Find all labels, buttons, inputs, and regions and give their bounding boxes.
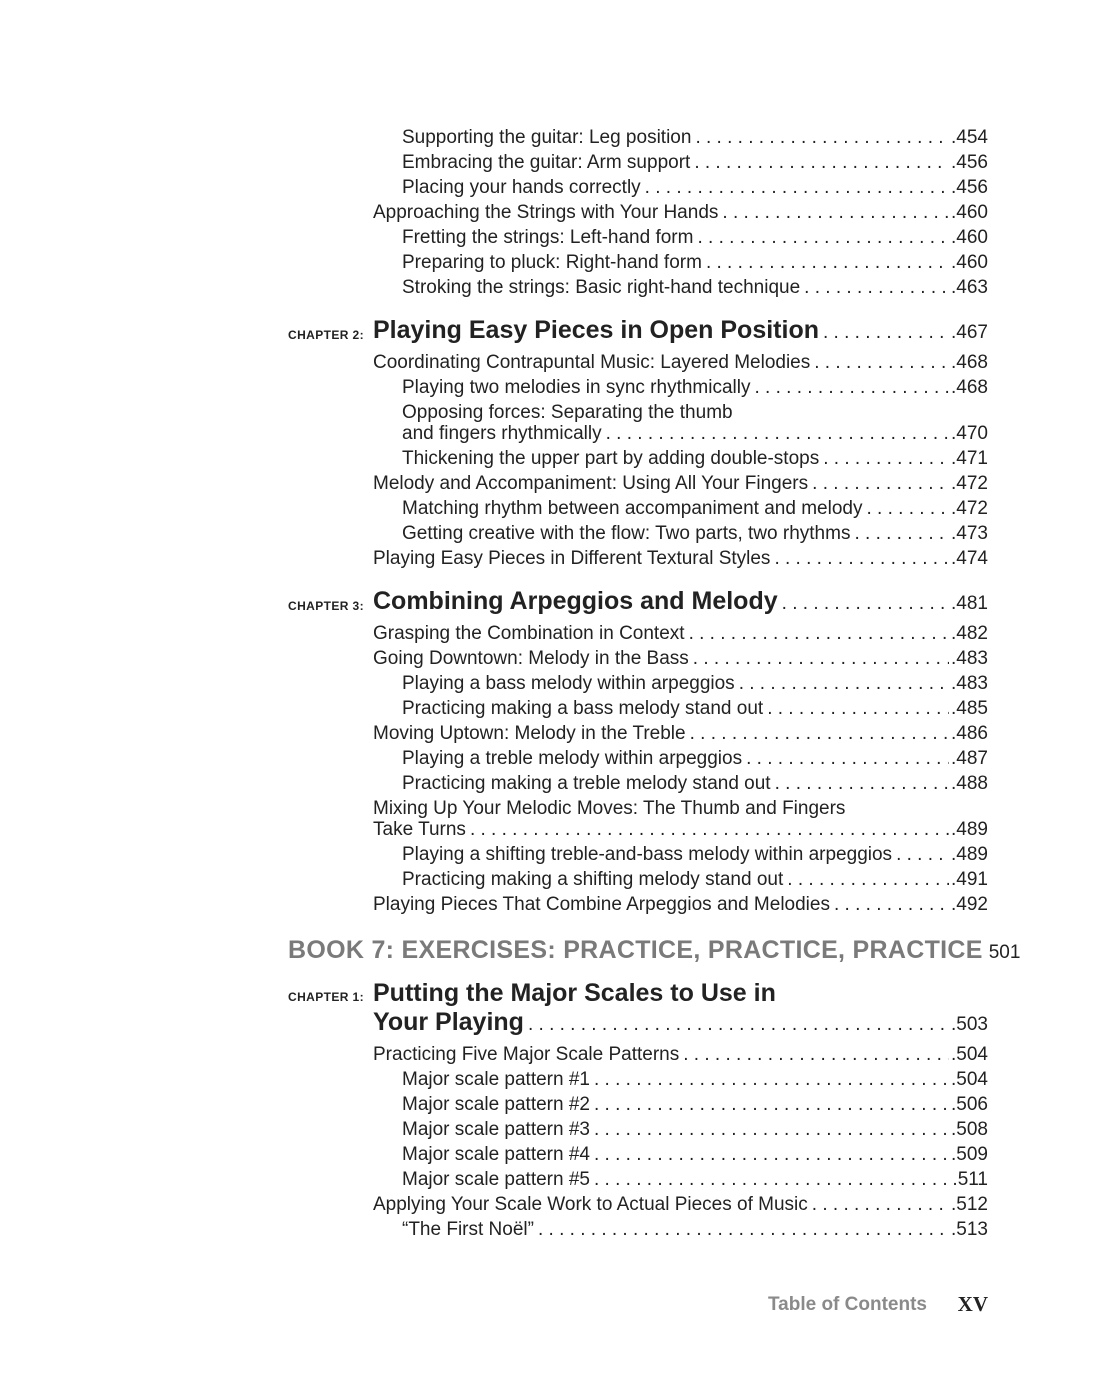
toc-entry[interactable]: Applying Your Scale Work to Actual Pieces of Music . . . .512 bbox=[373, 1192, 988, 1217]
toc-entry[interactable]: Major scale pattern #3 . . . .508 bbox=[402, 1117, 988, 1142]
toc-entry[interactable]: Major scale pattern #1 . . . .504 bbox=[402, 1067, 988, 1092]
toc-entry[interactable]: Practicing Five Major Scale Patterns . . . .504 bbox=[373, 1042, 988, 1067]
chapter-label: CHAPTER 2: bbox=[288, 328, 365, 342]
chapter-heading-first-line[interactable]: Putting the Major Scales to Use in bbox=[373, 979, 776, 1007]
toc-entry[interactable]: Practicing making a shifting melody stand out . . . .491 bbox=[402, 867, 988, 892]
toc-entry[interactable]: Take Turns . . . .489 bbox=[373, 817, 988, 842]
toc-entry[interactable]: Moving Uptown: Melody in the Treble . . . .486 bbox=[373, 721, 988, 746]
toc-entry[interactable]: Getting creative with the flow: Two parts, two rhythms . . . .473 bbox=[402, 521, 988, 546]
toc-entry[interactable]: Grasping the Combination in Context . . . .482 bbox=[373, 621, 988, 646]
toc-entry[interactable]: Preparing to pluck: Right-hand form . . . .460 bbox=[402, 250, 988, 275]
book-heading[interactable]: BOOK 7: EXERCISES: PRACTICE, PRACTICE, PRACTICE 501 bbox=[288, 936, 1021, 964]
toc-entry[interactable]: Stroking the strings: Basic right-hand technique . . . .463 bbox=[402, 275, 988, 300]
toc-entry[interactable]: Thickening the upper part by adding double-stops . . . .471 bbox=[402, 446, 988, 471]
toc-entry[interactable]: Melody and Accompaniment: Using All Your Fingers . . . .472 bbox=[373, 471, 988, 496]
toc-entry[interactable]: Playing a treble melody within arpeggios . . . .487 bbox=[402, 746, 988, 771]
toc-entry[interactable]: Approaching the Strings with Your Hands . . . .460 bbox=[373, 200, 988, 225]
chapter-heading[interactable]: Combining Arpeggios and Melody . . . .481 bbox=[373, 589, 988, 616]
toc-entry[interactable]: and fingers rhythmically . . . .470 bbox=[402, 421, 988, 446]
toc-entry[interactable]: Coordinating Contrapuntal Music: Layered Melodies . . . .468 bbox=[373, 350, 988, 375]
toc-entry[interactable]: Playing a bass melody within arpeggios . . . .483 bbox=[402, 671, 988, 696]
chapter-heading[interactable]: Playing Easy Pieces in Open Position . . . .467 bbox=[373, 318, 988, 345]
chapter-heading[interactable]: Your Playing . . . .503 bbox=[373, 1010, 988, 1037]
toc-entry[interactable]: Supporting the guitar: Leg position . . . .454 bbox=[402, 125, 988, 150]
toc-entry[interactable]: Playing Pieces That Combine Arpeggios and Melodies . . . .492 bbox=[373, 892, 988, 917]
chapter-label: CHAPTER 3: bbox=[288, 599, 365, 613]
footer-section-title: Table of Contents bbox=[767, 1294, 927, 1315]
toc-entry[interactable]: Embracing the guitar: Arm support . . . .456 bbox=[402, 150, 988, 175]
toc-entry[interactable]: Fretting the strings: Left-hand form . . . .460 bbox=[402, 225, 988, 250]
toc-entry[interactable]: Going Downtown: Melody in the Bass . . . .483 bbox=[373, 646, 988, 671]
toc-entry[interactable]: Practicing making a bass melody stand out . . . .485 bbox=[402, 696, 988, 721]
toc-entry[interactable]: Playing two melodies in sync rhythmically . . . .468 bbox=[402, 375, 988, 400]
toc-entry[interactable]: Major scale pattern #5 . . . .511 bbox=[402, 1167, 988, 1192]
toc-entry[interactable]: “The First Noël” . . . .513 bbox=[402, 1217, 988, 1242]
toc-entry[interactable]: Matching rhythm between accompaniment and melody . . . .472 bbox=[402, 496, 988, 521]
footer-page-number: XV bbox=[957, 1292, 988, 1316]
toc-entry[interactable]: Playing Easy Pieces in Different Textural Styles . . . .474 bbox=[373, 546, 988, 571]
toc-entry[interactable]: Placing your hands correctly . . . .456 bbox=[402, 175, 988, 200]
toc-entry[interactable]: Major scale pattern #4 . . . .509 bbox=[402, 1142, 988, 1167]
chapter-label: CHAPTER 1: bbox=[288, 990, 365, 1004]
toc-entry[interactable]: Practicing making a treble melody stand out . . . .488 bbox=[402, 771, 988, 796]
toc-entry[interactable]: Playing a shifting treble-and-bass melody within arpeggios . . . .489 bbox=[402, 842, 988, 867]
toc-entry[interactable]: Major scale pattern #2 . . . .506 bbox=[402, 1092, 988, 1117]
toc-entry-first-line[interactable]: Mixing Up Your Melodic Moves: The Thumb and Fingers bbox=[373, 798, 846, 819]
toc-entry-first-line[interactable]: Opposing forces: Separating the thumb bbox=[402, 402, 733, 423]
